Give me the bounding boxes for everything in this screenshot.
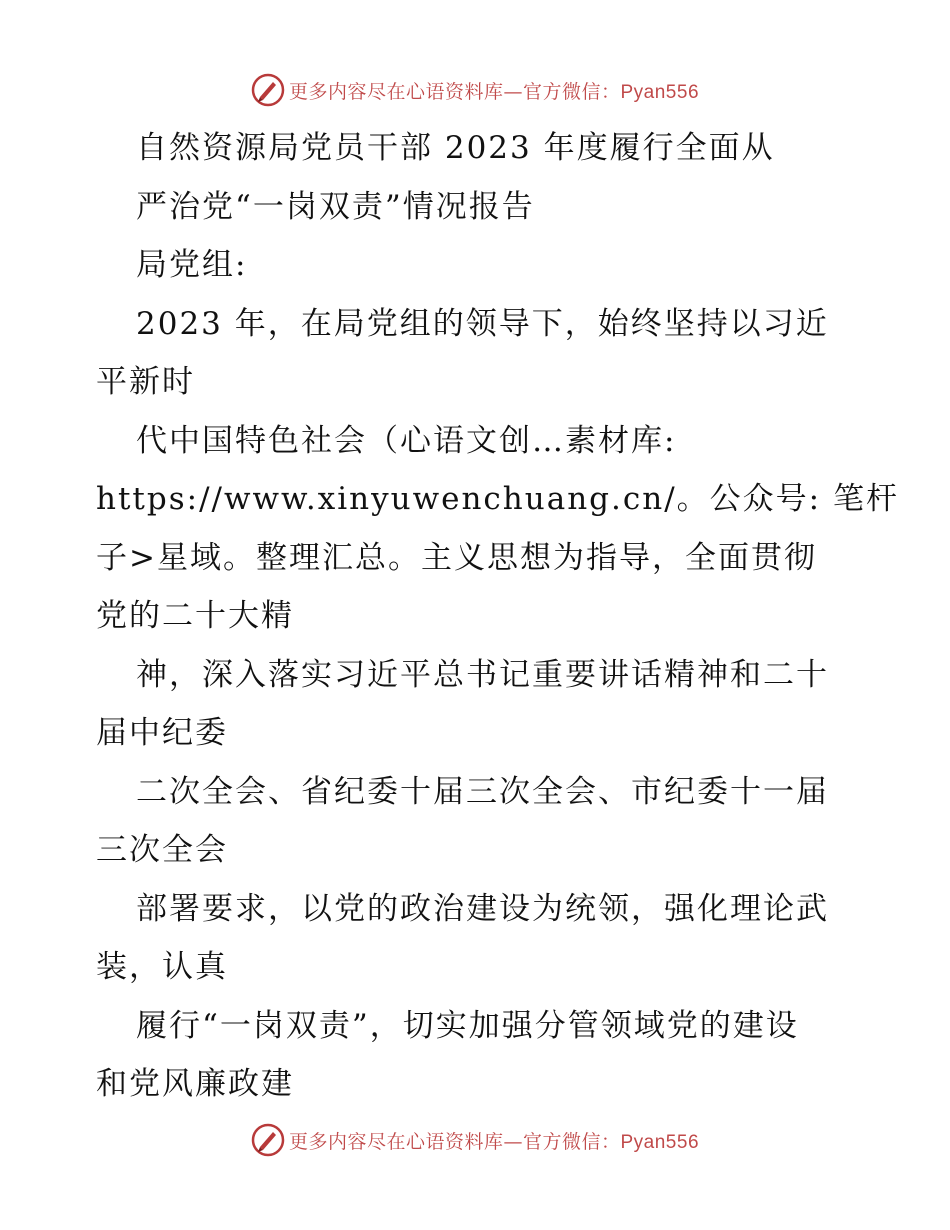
text-line: 履行“一岗双责”，切实加强分管领域党的建设	[136, 1007, 799, 1044]
header-banner	[0, 70, 950, 110]
pen-logo-icon	[251, 73, 285, 107]
text-line: 代中国特色社会（心语文创…素材库:	[136, 422, 677, 459]
text-line: 党的二十大精	[96, 598, 294, 634]
text-line: 严治党“一岗双责”情况报告	[136, 188, 535, 225]
text-line: 部署要求，以党的政治建设为统领，强化理论武	[136, 890, 829, 927]
banner-text: 更多内容尽在心语资料库—官方微信：Pyan556	[288, 80, 700, 103]
text-line: 2023 年，在局党组的领导下，始终坚持以习近	[136, 305, 829, 342]
text-line: 平新时	[96, 364, 195, 400]
text-line: 三次全会	[96, 832, 228, 868]
pen-logo-icon	[251, 1123, 285, 1157]
text-line: 局党组:	[136, 247, 248, 283]
footer-banner	[0, 1120, 950, 1160]
text-line: 届中纪委	[96, 715, 228, 751]
text-line: 子>星域。整理汇总。主义思想为指导，全面贯彻	[96, 539, 817, 576]
text-line: https://www.xinyuwenchuang.cn/。公众号: 笔杆	[96, 481, 899, 517]
text-line: 自然资源局党员干部 2023 年度履行全面从	[136, 130, 775, 166]
text-line: 二次全会、省纪委十届三次全会、市纪委十一届	[136, 773, 829, 810]
document-body	[96, 119, 899, 1114]
text-line: 装，认真	[96, 949, 228, 985]
text-line: 神，深入落实习近平总书记重要讲话精神和二十	[136, 656, 829, 693]
banner-text: 更多内容尽在心语资料库—官方微信：Pyan556	[288, 1130, 700, 1153]
text-line: 和党风廉政建	[96, 1066, 294, 1102]
